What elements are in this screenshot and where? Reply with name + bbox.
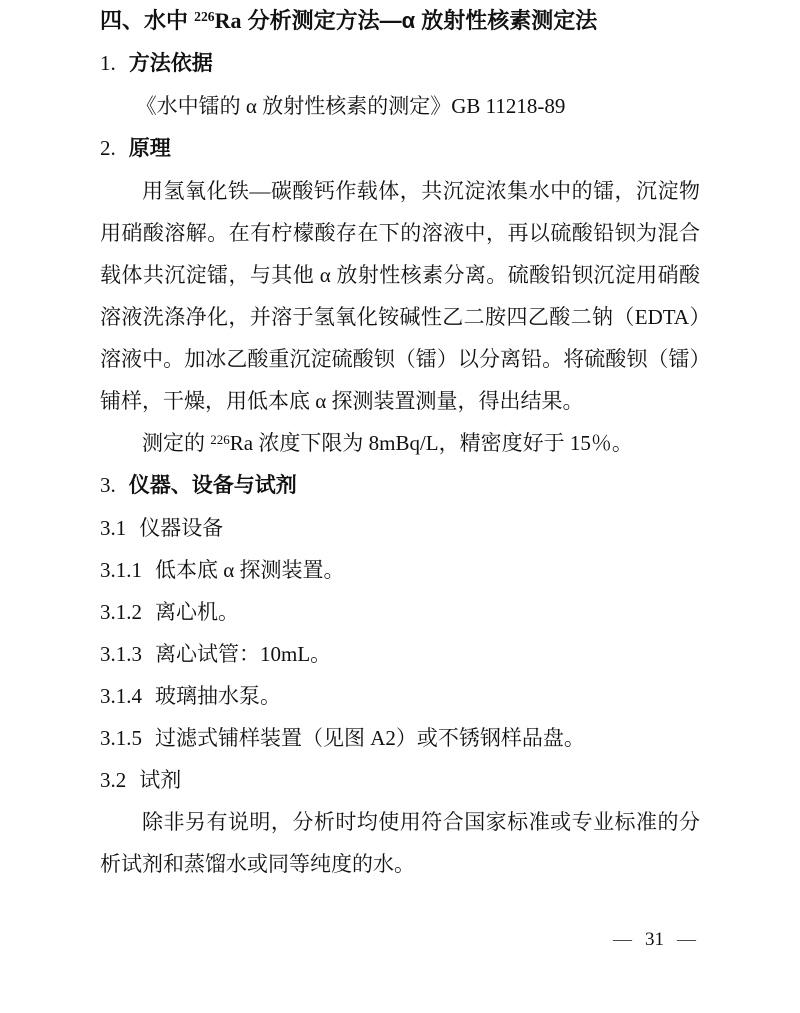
item-text: 试剂 [139,768,182,792]
item-number: 3.1 [100,516,127,540]
title-prefix: 四、水中 [100,8,195,33]
item-text: 离心机。 [155,600,239,624]
section-1-number: 1. [100,51,116,75]
list-item [100,717,700,759]
page-number: 31 [645,929,664,950]
title-isotope-symbol: Ra [214,8,242,33]
section-3-heading [100,464,700,507]
list-item [100,591,700,633]
item-text: 仪器设备 [139,516,224,540]
page-footer [100,919,700,961]
item-number: 3.2 [100,768,127,792]
detection-limit-note [100,422,700,464]
section-2-heading [100,127,700,170]
item-number: 3.1.3 [100,642,142,666]
standard-reference: 《水中镭的 α 放射性核素的测定》GB 11218-89 [135,94,566,118]
item-text: 过滤式铺样装置（见图 A2）或不锈钢样品盘。 [155,726,585,750]
principle-paragraph: 用氢氧化铁—碳酸钙作载体，共沉淀浓集水中的镭，沉淀物用硝酸溶解。在有柠檬酸存在下的溶液中，再以硫酸铅钡为混合载体共沉淀镭，与其他 α 放射性核素分离。硫酸铅钡沉淀用硝酸溶液洗涤净化，并溶于氢氧化铵碱性乙二胺四乙酸二钠（EDTA）溶液中。加冰乙酸重沉淀硫酸钡（镭）以分离铅。将硫酸钡（镭）铺样，干燥，用低本底 α 探测装置测量，得出结果。 [100,179,700,413]
section-2-heading-text: 原理 [128,137,171,160]
item-number: 3.1.1 [100,558,142,582]
title-suffix: 分析测定方法—α 放射性核素测定法 [241,8,598,33]
note-prefix: 测定的 [142,431,211,455]
list-item [100,675,700,717]
item-text: 低本底 α 探测装置。 [155,558,345,582]
section-3-heading-text: 仪器、设备与试剂 [128,474,297,497]
list-item [100,549,700,591]
section-1-heading [100,42,700,85]
reagent-paragraph: 除非另有说明，分析时均使用符合国家标准或专业标准的分析试剂和蒸馏水或同等纯度的水。 [100,810,700,876]
note-suffix: Ra 浓度下限为 8mBq/L，精密度好于 15％。 [229,431,633,455]
section-2-number: 2. [100,136,116,160]
item-number: 3.1.2 [100,600,142,624]
page-title [100,0,700,42]
footer-dash-right: — [677,929,696,950]
section-3-number: 3. [100,473,116,497]
section-1-heading-text: 方法依据 [128,52,213,75]
item-text: 离心试管：10mL。 [155,642,332,666]
note-isotope-superscript: 226 [210,431,230,447]
item-number: 3.1.4 [100,684,142,708]
list-item [100,633,700,675]
item-text: 玻璃抽水泵。 [155,684,281,708]
item-number: 3.1.5 [100,726,142,750]
list-item [100,507,700,549]
title-isotope-superscript: 226 [194,9,215,25]
list-item [100,759,700,801]
footer-dash-left: — [613,929,632,950]
